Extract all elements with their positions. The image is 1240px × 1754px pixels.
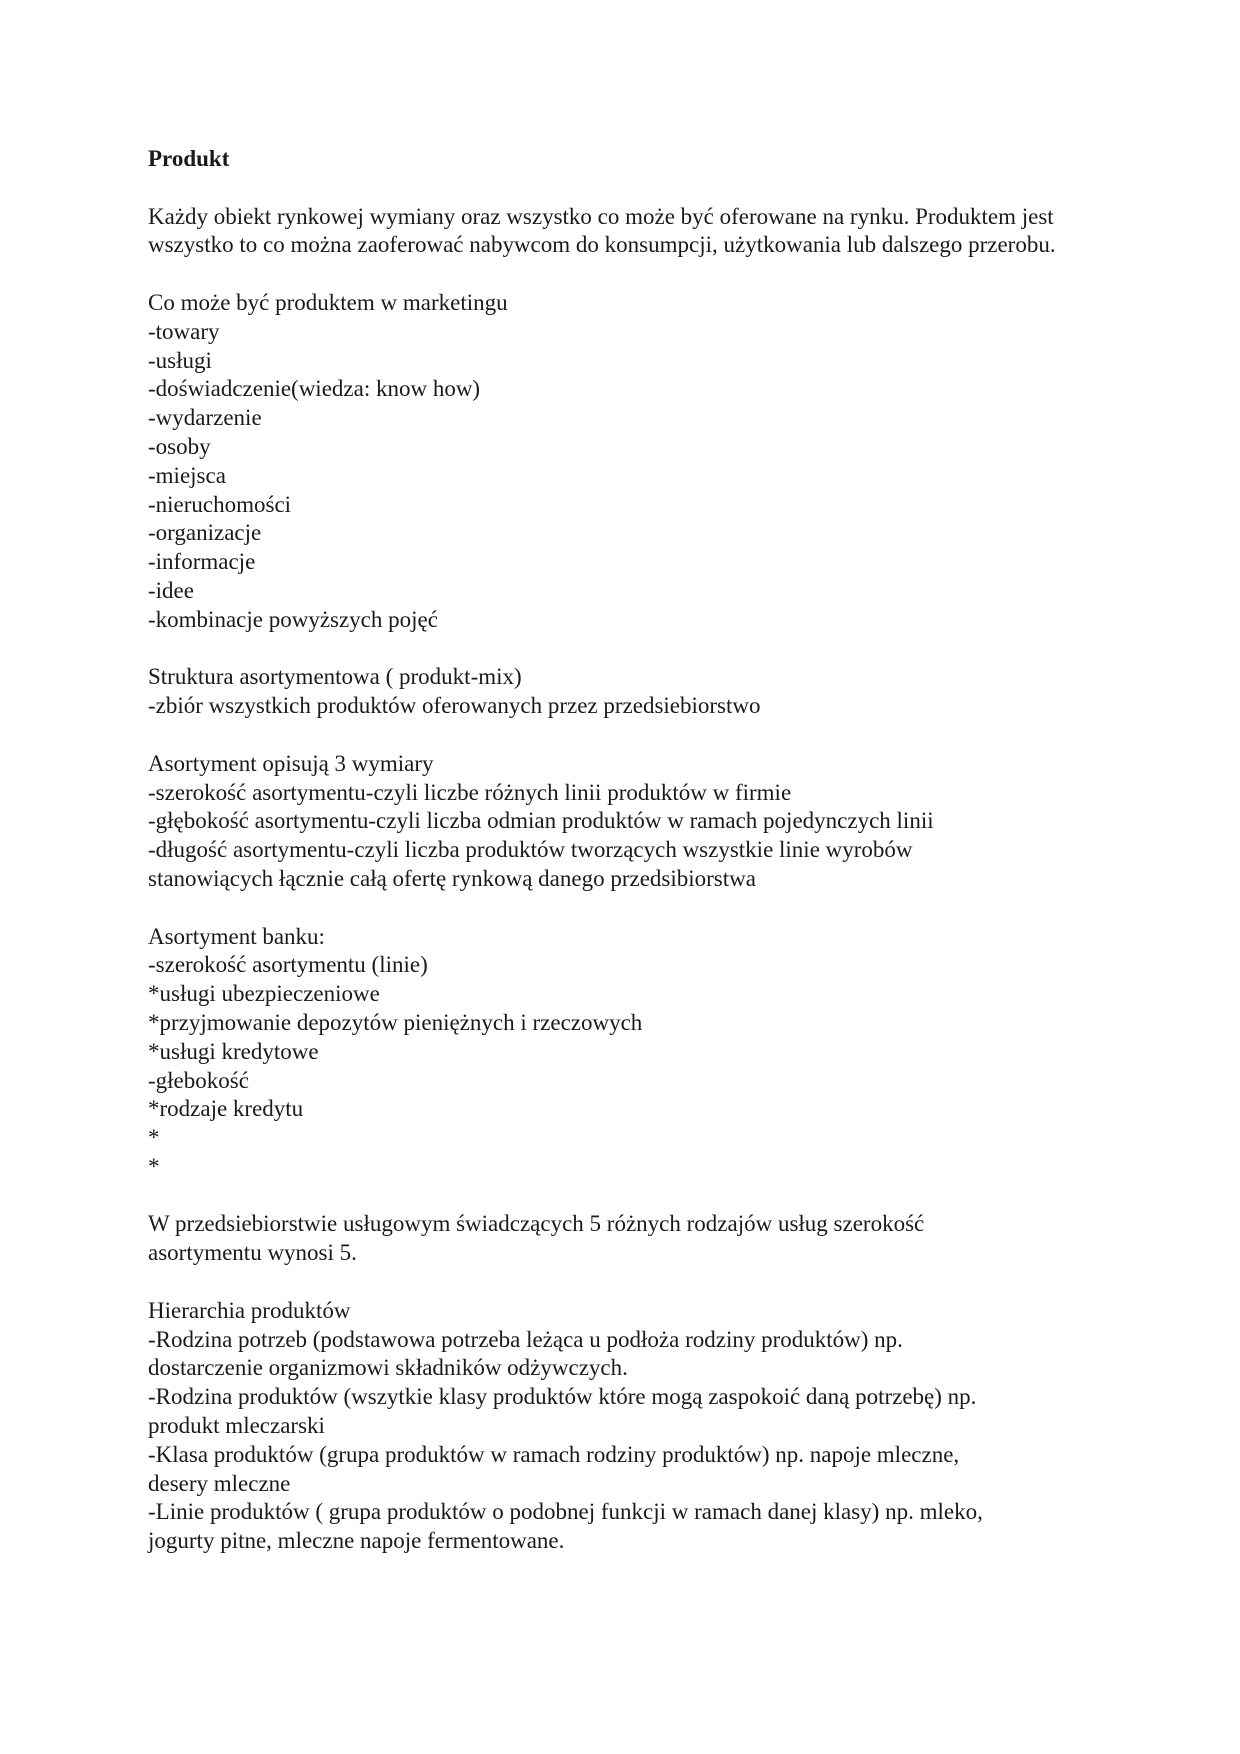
dimensions-heading: Asortyment opisują 3 wymiary [148, 750, 434, 776]
list-item: -organizacje [148, 520, 262, 546]
list-item: -głębokość asortymentu-czyli liczba odmian produktów w ramach pojedynczych linii [148, 808, 934, 834]
list-item: *usługi ubezpieczeniowe [148, 981, 380, 1007]
list-item: * [148, 1125, 160, 1151]
list-item: -idee [148, 577, 194, 603]
list-item: *usługi kredytowe [148, 1038, 319, 1064]
list-item: -długość asortymentu-czyli liczba produktów tworzących wszystkie linie wyrobów [148, 837, 913, 863]
marketing-section [148, 289, 1088, 635]
spacer [148, 260, 1088, 289]
spacer [148, 635, 1088, 664]
list-item: -Rodzina produktów (wszytkie klasy produktów które mogą zaspokoić daną potrzebę) np. [148, 1384, 977, 1410]
list-item: -szerokość asortymentu (linie) [148, 952, 428, 978]
list-item: -Klasa produktów (grupa produktów w ramach rodziny produktów) np. napoje mleczne, [148, 1441, 960, 1467]
list-item: *rodzaje kredytu [148, 1096, 304, 1122]
list-item: -miejsca [148, 462, 226, 488]
list-item: -szerokość asortymentu-czyli liczbe różnych linii produktów w firmie [148, 779, 792, 805]
spacer [148, 1182, 1088, 1211]
hierarchy-heading: Hierarchia produktów [148, 1297, 351, 1323]
hierarchy-section [148, 1297, 1088, 1556]
list-item: -Linie produktów ( grupa produktów o podobnej funkcji w ramach danej klasy) np. mleko, [148, 1499, 983, 1525]
list-item: dostarczenie organizmowi składników odżywczych. [148, 1355, 628, 1381]
list-item: desery mleczne [148, 1470, 291, 1496]
list-item: -nieruchomości [148, 491, 292, 517]
structure-definition: -zbiór wszystkich produktów oferowanych przez przedsiebiorstwo [148, 693, 761, 719]
list-item: -wydarzenie [148, 405, 262, 431]
list-item: produkt mleczarski [148, 1413, 325, 1439]
structure-heading: Struktura asortymentowa ( produkt-mix) [148, 664, 522, 690]
list-item: -głebokość [148, 1067, 249, 1093]
spacer [148, 1268, 1088, 1297]
intro-paragraph: Każdy obiekt rynkowej wymiany oraz wszystko co może być oferowane na rynku. Produktem jest wszystko to co można zaoferować nabywcom do konsumpcji, użytkowania lub dalszego przerobu. [148, 203, 1056, 258]
document-page [148, 145, 1088, 1556]
list-item: -Rodzina potrzeb (podstawowa potrzeba leżąca u podłoża rodziny produktów) np. [148, 1326, 903, 1352]
spacer [148, 174, 1088, 203]
marketing-heading: Co może być produktem w marketingu [148, 289, 508, 315]
list-item: -towary [148, 318, 220, 344]
spacer [148, 721, 1088, 750]
example-line: W przedsiebiorstwie usługowym świadczących 5 różnych rodzajów usług szerokość [148, 1211, 925, 1237]
list-item: -usługi [148, 347, 212, 373]
dimensions-section [148, 750, 1088, 894]
bank-heading: Asortyment banku: [148, 923, 325, 949]
example-section [148, 1210, 1088, 1268]
list-item: -doświadczenie(wiedza: know how) [148, 376, 481, 402]
list-item: stanowiących łącznie całą ofertę rynkową danego przedsibiorstwa [148, 865, 756, 891]
list-item: jogurty pitne, mleczne napoje fermentowane. [148, 1528, 565, 1554]
bank-section [148, 923, 1088, 1182]
list-item: -informacje [148, 549, 256, 575]
spacer [148, 894, 1088, 923]
example-line: asortymentu wynosi 5. [148, 1240, 357, 1266]
document-title: Produkt [148, 146, 230, 171]
structure-section [148, 663, 1088, 721]
list-item: *przyjmowanie depozytów pieniężnych i rzeczowych [148, 1009, 643, 1035]
list-item: -kombinacje powyższych pojęć [148, 606, 438, 632]
list-item: -osoby [148, 433, 211, 459]
list-item: * [148, 1153, 160, 1179]
